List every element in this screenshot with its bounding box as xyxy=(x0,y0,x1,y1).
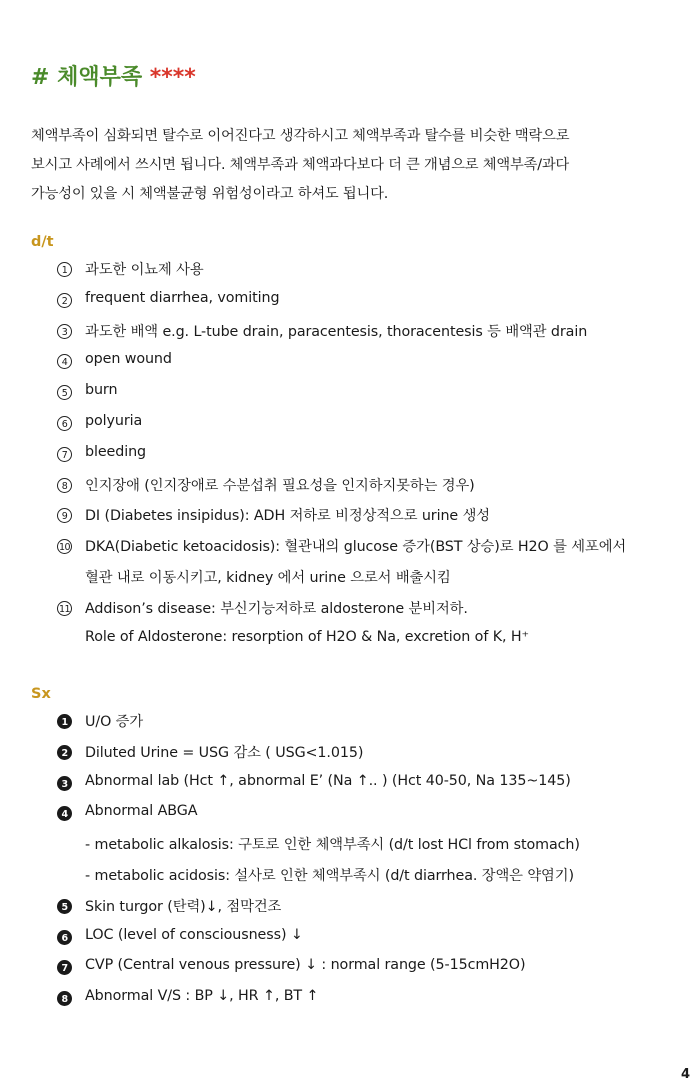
symptom-list xyxy=(57,710,687,1018)
item-text: 과도한 배액 e.g. L-tube drain, paracentesis, thoracentesis 등 배액관 drain xyxy=(85,323,588,340)
item-number-badge: 6 xyxy=(57,416,72,431)
item-number-badge: 8 xyxy=(57,991,72,1006)
list-item xyxy=(57,802,687,833)
item-text: 과도한 이뇨제 사용 xyxy=(85,262,204,278)
item-text: Abnormal V/S : BP ↓, HR ↑, BT ↑ xyxy=(85,988,319,1005)
item-text: - metabolic acidosis: 설사로 인한 체액부족시 (d/t diarrhea. 장액은 약염기) xyxy=(85,867,574,884)
item-text: 인지장애 (인지장애로 수분섭취 필요성을 인지하지못하는 경우) xyxy=(85,477,475,494)
list-item xyxy=(57,474,687,505)
cause-list xyxy=(57,258,687,658)
item-text: LOC (level of consciousness) ↓ xyxy=(85,926,303,943)
list-item-continuation xyxy=(57,864,687,895)
list-item xyxy=(57,895,687,926)
list-item xyxy=(57,535,687,566)
item-number-badge: 2 xyxy=(57,745,72,760)
item-text: Role of Aldosterone: resorption of H2O & Na, excretion of K, H⁺ xyxy=(85,628,529,645)
item-number-badge: 4 xyxy=(57,806,72,821)
item-text: Abnormal lab (Hct ↑, abnormal E’ (Na ↑.. ) (Hct 40-50, Na 135~145) xyxy=(85,772,571,789)
list-item xyxy=(57,381,687,412)
intro-line: 체액부족이 심화되면 탈수로 이어진다고 생각하시고 체액부족과 탈수를 비슷한 맥락으로 xyxy=(31,128,570,144)
item-text: 혈관 내로 이동시키고, kidney 에서 urine 으로서 배출시킴 xyxy=(85,569,451,586)
list-item xyxy=(57,289,687,320)
list-item xyxy=(57,350,687,381)
list-item xyxy=(57,597,687,628)
item-text: Abnormal ABGA xyxy=(85,803,198,820)
list-item xyxy=(57,710,687,741)
item-number-badge: 5 xyxy=(57,385,72,400)
item-text: CVP (Central venous pressure) ↓ : normal range (5-15cmH2O) xyxy=(85,957,526,974)
intro-paragraph xyxy=(31,122,681,209)
item-number-badge: 7 xyxy=(57,447,72,462)
list-item xyxy=(57,504,687,535)
section-heading-sx: Sx xyxy=(31,686,51,702)
item-text: burn xyxy=(85,382,118,399)
item-number-badge: 3 xyxy=(57,776,72,791)
item-number-badge: 3 xyxy=(57,324,72,339)
item-number-badge: 1 xyxy=(57,714,72,729)
list-item-continuation xyxy=(57,833,687,864)
title-text: # 체액부족 xyxy=(31,65,143,90)
list-item-continuation xyxy=(57,566,687,597)
item-number-badge: 2 xyxy=(57,293,72,308)
item-number-badge: 5 xyxy=(57,899,72,914)
importance-stars: **** xyxy=(149,65,196,90)
item-text: Diluted Urine = USG 감소 ( USG<1.015) xyxy=(85,744,364,761)
list-item xyxy=(57,443,687,474)
item-text: Skin turgor (탄력)↓, 점막건조 xyxy=(85,898,282,915)
list-item xyxy=(57,741,687,772)
item-number-badge: 4 xyxy=(57,354,72,369)
item-text: Addison’s disease: 부신기능저하로 aldosterone 분비저하. xyxy=(85,600,468,617)
item-text: DKA(Diabetic ketoacidosis): 혈관내의 glucose 증가(BST 상승)로 H2O 를 세포에서 xyxy=(85,539,627,556)
page-number: 4 xyxy=(680,1067,690,1082)
item-number-badge: 7 xyxy=(57,960,72,975)
item-number-badge: 9 xyxy=(57,508,72,523)
page-title xyxy=(31,60,196,91)
list-item xyxy=(57,956,687,987)
list-item xyxy=(57,926,687,957)
item-text: U/O 증가 xyxy=(85,714,144,730)
item-text: - metabolic alkalosis: 구토로 인한 체액부족시 (d/t lost HCl from stomach) xyxy=(85,837,580,854)
list-item xyxy=(57,772,687,803)
item-number-badge: 1 xyxy=(57,262,72,277)
section-heading-dt: d/t xyxy=(31,234,54,250)
item-text: open wound xyxy=(85,351,172,368)
intro-line: 가능성이 있을 시 체액불균형 위험성이라고 하셔도 됩니다. xyxy=(31,186,389,202)
list-item xyxy=(57,258,687,289)
list-item xyxy=(57,987,687,1018)
item-text: bleeding xyxy=(85,443,147,460)
list-item-continuation xyxy=(57,628,687,659)
item-number-badge: 11 xyxy=(57,601,72,616)
intro-line: 보시고 사례에서 쓰시면 됩니다. 체액부족과 체액과다보다 더 큰 개념으로 체액부족/과다 xyxy=(31,157,570,173)
item-number-badge: 10 xyxy=(57,539,72,554)
item-text: polyuria xyxy=(85,412,143,429)
item-number-badge: 8 xyxy=(57,478,72,493)
list-item xyxy=(57,320,687,351)
list-item xyxy=(57,412,687,443)
item-text: DI (Diabetes insipidus): ADH 저하로 비정상적으로 urine 생성 xyxy=(85,508,490,525)
item-number-badge: 6 xyxy=(57,930,72,945)
item-text: frequent diarrhea, vomiting xyxy=(85,289,280,306)
